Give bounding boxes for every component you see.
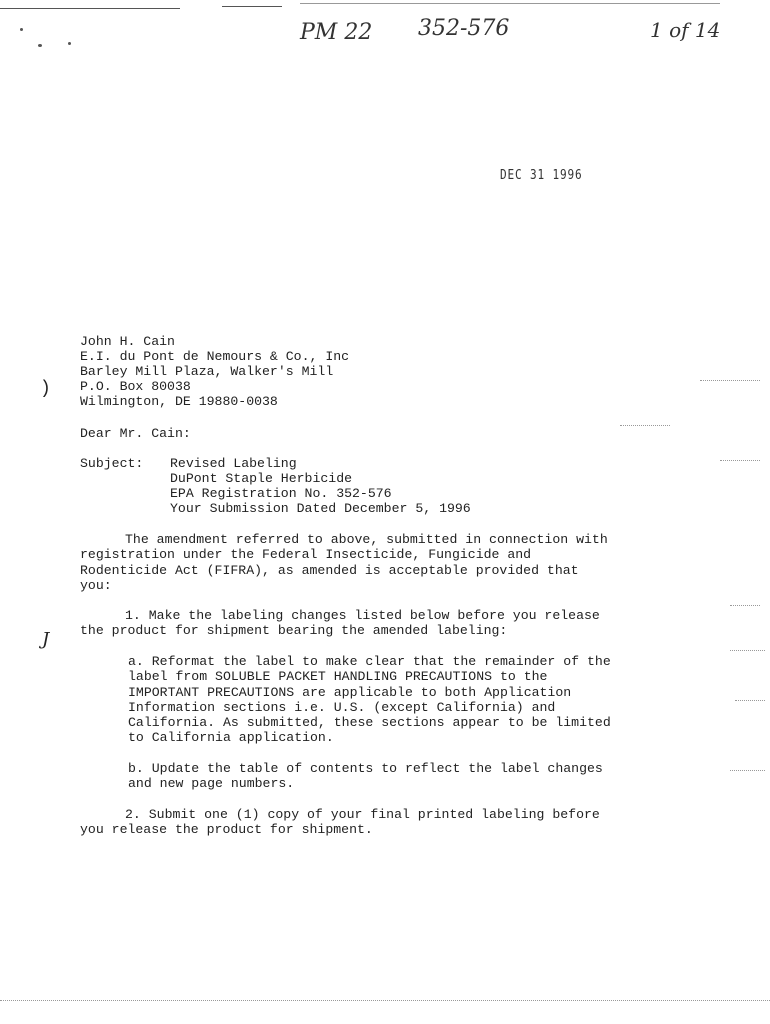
item-1a-line: Information sections i.e. U.S. (except California) and [128,699,556,715]
addressee-line: Barley Mill Plaza, Walker's Mill [80,364,334,379]
scan-noise [620,425,670,427]
subject-label: Subject: [80,456,144,471]
scan-speck [20,28,23,31]
item-2-line: you release the product for shipment. [80,822,373,838]
subject-line: Your Submission Dated December 5, 1996 [170,501,471,516]
handwritten-registration: 352-576 [418,16,510,41]
item-1-paragraph [80,608,660,639]
handwritten-page-count: 1 of 14 [650,18,721,42]
item-1a-line: California. As submitted, these sections appear to be limited [128,715,611,731]
subject-line: DuPont Staple Herbicide [170,471,353,486]
top-rule-3 [300,3,720,4]
addressee-line: Wilmington, DE 19880-0038 [80,394,278,409]
item-2-line: 2. Submit one (1) copy of your final printed labeling before [125,807,600,822]
item-1-line: 1. Make the labeling changes listed below before you release [125,608,600,623]
date-stamp: DEC 31 1996 [500,168,583,183]
item-1a-line: label from SOLUBLE PACKET HANDLING PRECAUTIONS to the [128,669,548,685]
intro-line: The amendment referred to above, submitted in connection with [125,532,608,547]
scan-noise [730,650,765,652]
top-rule [0,8,180,9]
intro-line: registration under the Federal Insecticide, Fungicide and [80,547,532,563]
bottom-scan-line [0,1000,770,1002]
scan-speck [68,42,71,45]
item-1-line: the product for shipment bearing the amended labeling: [80,623,508,639]
intro-line: you: [80,577,112,593]
scan-noise [730,770,765,772]
item-1b-paragraph [128,761,660,792]
item-1b-line: and new page numbers. [128,776,295,792]
subject-line: Revised Labeling [170,456,297,471]
item-1a-line: IMPORTANT PRECAUTIONS are applicable to both Application [128,684,572,700]
addressee-line: E.I. du Pont de Nemours & Co., Inc [80,349,350,364]
addressee-line: John H. Cain [80,334,175,349]
top-rule-2 [222,6,282,7]
item-2-paragraph [80,807,660,838]
scan-noise [730,605,760,607]
item-1a-line: to California application. [128,730,334,746]
subject-block [170,456,471,516]
addressee-block [80,334,349,409]
margin-mark: J [42,629,50,650]
item-1a-line: a. Reformat the label to make clear that the remainder of the [128,654,611,669]
salutation: Dear Mr. Cain: [80,426,191,441]
subject-line: EPA Registration No. 352-576 [170,486,392,501]
intro-paragraph [80,532,660,593]
scan-speck [38,44,42,47]
addressee-line: P.O. Box 80038 [80,379,191,394]
handwritten-pm-number: PM 22 [300,20,373,45]
scan-noise [720,460,760,462]
item-1a-paragraph [128,654,660,746]
scan-noise [700,380,760,382]
scan-noise [735,700,765,702]
item-1b-line: b. Update the table of contents to reflect the label changes [128,761,603,776]
intro-line: Rodenticide Act (FIFRA), as amended is acceptable provided that [80,562,579,578]
margin-mark: ) [40,379,51,399]
